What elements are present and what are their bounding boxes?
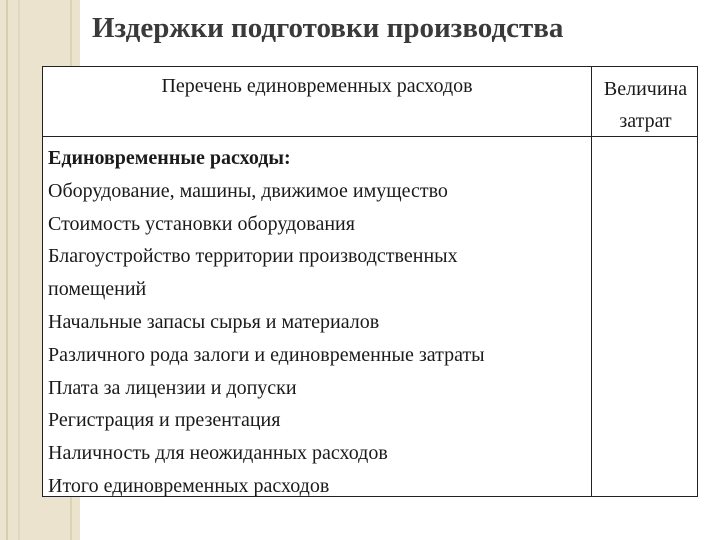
list-item: Плата за лицензии и допуски [48,376,297,399]
list-item: Стоимость установки оборудования [48,212,355,235]
list-item: Итого единовременных расходов [48,474,330,497]
list-item: помещений [48,278,147,301]
column-header-cost-amount [592,73,699,137]
column-header-cost-line1: Величина [603,78,688,100]
list-item: Благоустройство территории производственных [48,245,458,268]
column-header-cost-line2: затрат [619,110,672,132]
expenses-table [42,66,698,497]
list-item: Различного рода залоги и единовременные затраты [48,343,485,366]
list-item: Оборудование, машины, движимое имущество [48,179,448,202]
slide-title: Издержки подготовки производства [92,12,564,44]
list-item: Наличность для неожиданных расходов [48,442,388,465]
decorative-stripe [18,0,20,540]
list-item: Регистрация и презентация [48,409,281,432]
decorative-stripe [6,0,8,540]
expense-list [48,142,588,503]
list-item: Начальные запасы сырья и материалов [48,310,380,333]
section-heading: Единовременные расходы: [48,147,291,169]
column-header-expense-list: Перечень единовременных расходов [161,75,473,97]
